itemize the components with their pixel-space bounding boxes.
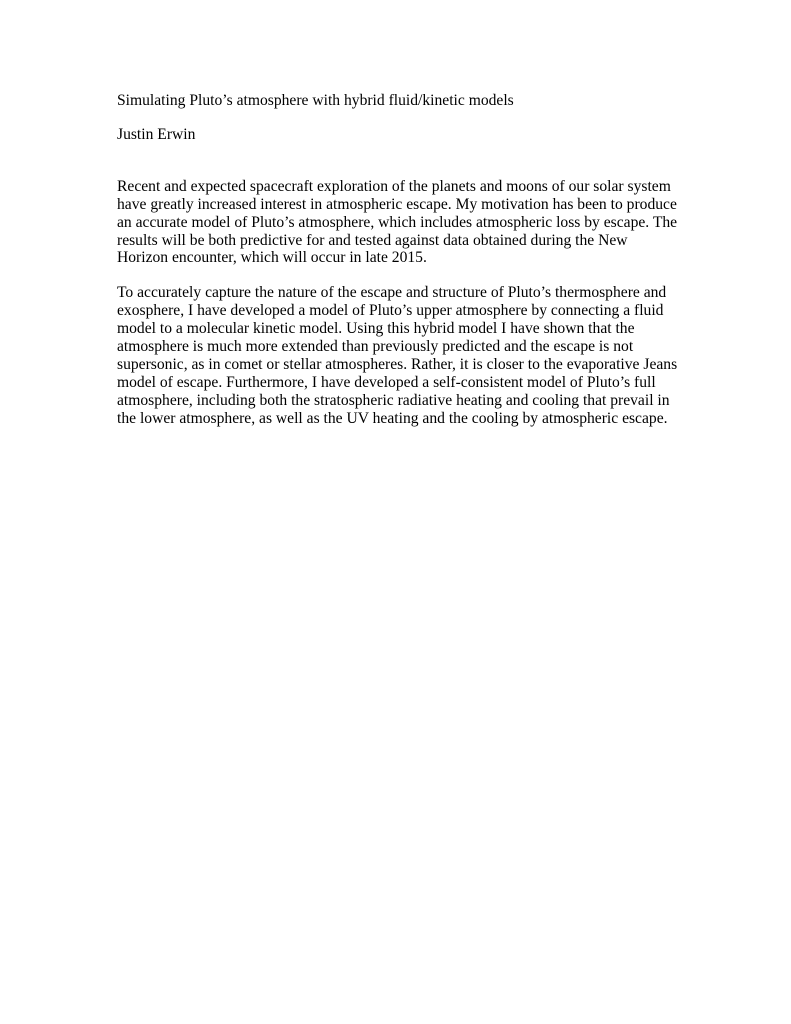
document-body (117, 92, 682, 428)
author-name: Justin Erwin (117, 125, 196, 143)
abstract-paragraph-1: Recent and expected spacecraft exploration of the planets and moons of our solar system have greatly increased interest in atmospheric escape. My motivation has been to produce an accurate model of Pluto’s atmosphere, which includes atmospheric loss by escape. The results will be both predictive for and tested against data obtained during the New Horizon encounter, which will occur in late 2015. (117, 177, 678, 267)
document-title: Simulating Pluto’s atmosphere with hybrid fluid/kinetic models (117, 92, 514, 109)
abstract-paragraph-2: To accurately capture the nature of the escape and structure of Pluto’s thermosphere and exosphere, I have developed a model of Pluto’s upper atmosphere by connecting a fluid model to a molecular kinetic model. Using this hybrid model I have shown that the atmosphere is much more extended than previously predicted and the escape is not supersonic, as in comet or stellar atmospheres. Rather, it is closer to the evaporative Jeans model of escape. Furthermore, I have developed a self-consistent model of Pluto’s full atmosphere, including both the stratospheric radiative heating and cooling that prevail in the lower atmosphere, as well as the UV heating and the cooling by atmospheric escape. (117, 284, 678, 427)
